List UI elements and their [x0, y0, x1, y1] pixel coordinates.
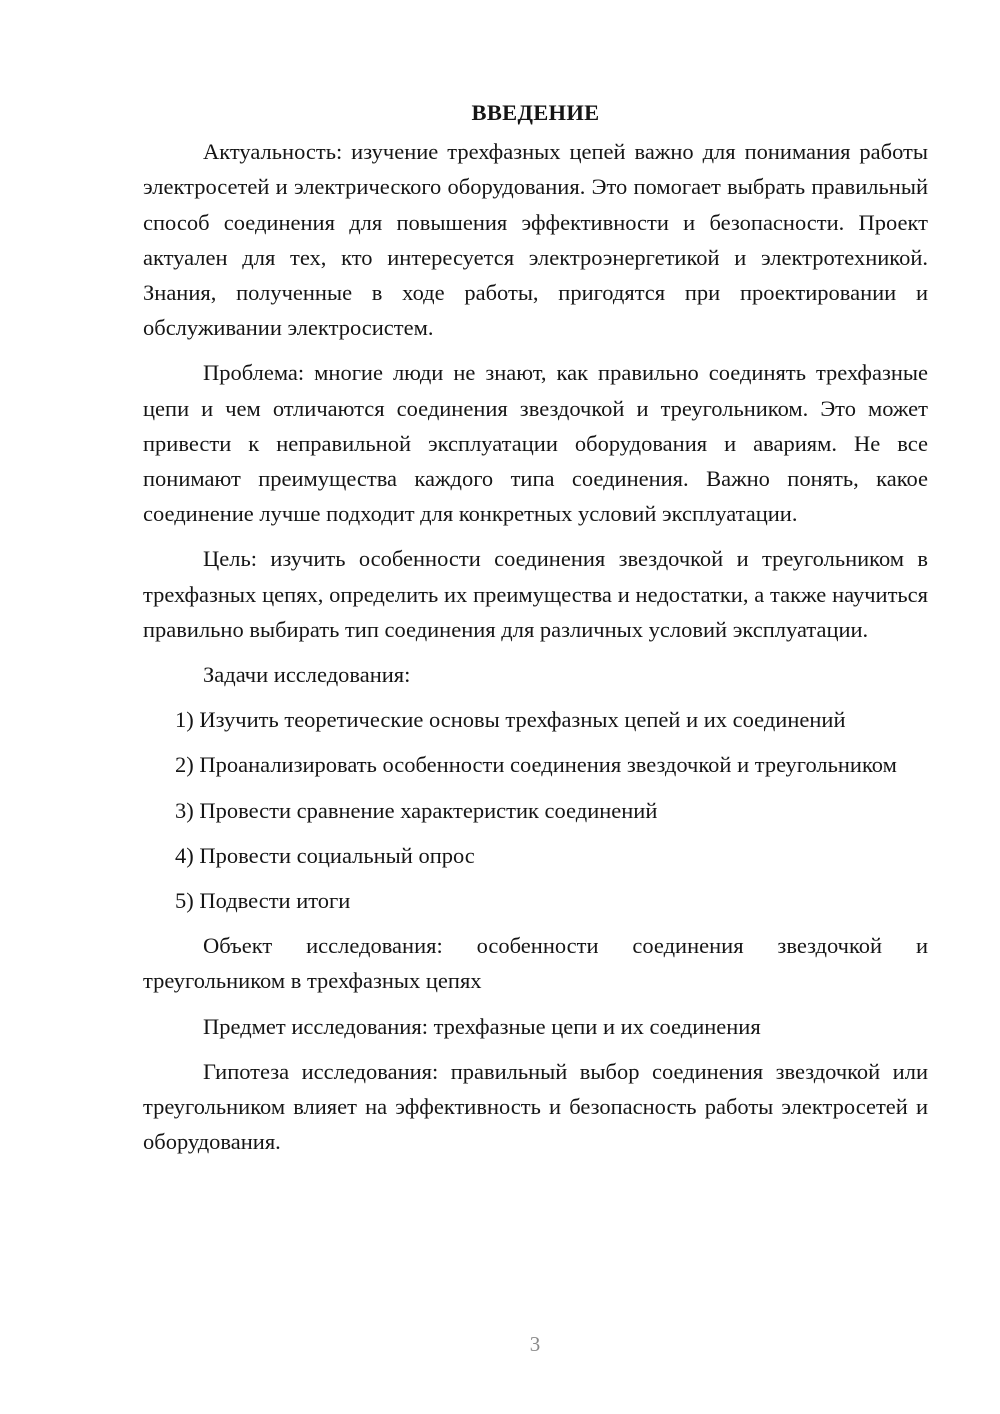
page-number: 3: [529, 1332, 541, 1356]
task-item: 1) Изучить теоретические основы трехфазных цепей и их соединений: [175, 707, 846, 733]
task-item: 4) Провести социальный опрос: [175, 842, 475, 868]
problem-paragraph: Проблема: многие люди не знают, как правильно соединять трехфазные цепи и чем отличаются соединения звездочкой и треугольником. Это может привести к неправильной эксплуатации оборудования и авариям. Не все понимают преимущества каждого типа соединения. Важно понять, какое соединение лучше подходит для конкретных условий эксплуатации.: [143, 360, 928, 527]
task-item: 2) Проанализировать особенности соединения звездочкой и треугольником: [175, 752, 897, 778]
hypothesis-paragraph: Гипотеза исследования: правильный выбор соединения звездочкой или треугольником влияет на эффективность и безопасность работы электросетей и оборудования.: [143, 1058, 928, 1155]
object-paragraph: Объект исследования: особенности соединения звездочкой и треугольником в трехфазных цепях: [143, 933, 928, 994]
relevance-paragraph: Актуальность: изучение трехфазных цепей важно для понимания работы электросетей и электрического оборудования. Это помогает выбрать правильный способ соединения для повышения эффективности и безопасности. Проект актуален для тех, кто интересуется электроэнергетикой и электротехникой. Знания, полученные в ходе работы, пригодятся при проектировании и обслуживании электросистем.: [143, 139, 928, 341]
subject-paragraph: Предмет исследования: трехфазные цепи и их соединения: [203, 1013, 761, 1039]
goal-paragraph: Цель: изучить особенности соединения звездочкой и треугольником в трехфазных цепях, определить их преимущества и недостатки, а также научиться правильно выбирать тип соединения для различных условий эксплуатации.: [143, 546, 928, 642]
task-item: 5) Подвести итоги: [175, 888, 351, 914]
task-item: 3) Провести сравнение характеристик соединений: [175, 797, 658, 823]
section-title: ВВЕДЕНИЕ: [471, 100, 600, 125]
document-page: [143, 95, 928, 1169]
tasks-heading: Задачи исследования:: [203, 662, 411, 688]
